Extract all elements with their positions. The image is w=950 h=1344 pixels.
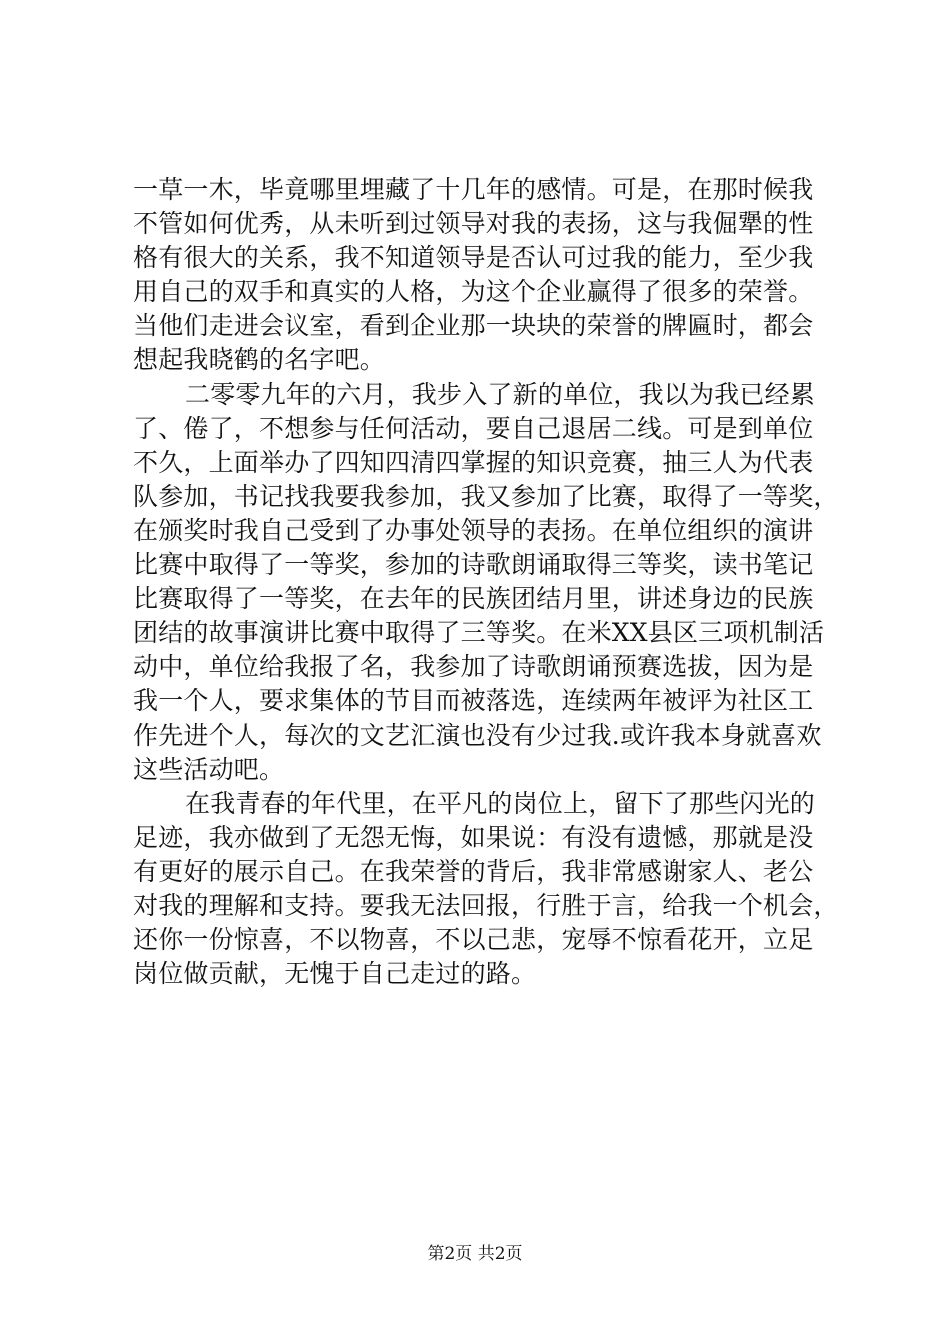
text-line: 在颁奖时我自己受到了办事处领导的表扬。在单位组织的演讲 (133, 515, 814, 545)
text-line: 了、倦了，不想参与任何活动，要自己退居二线。可是到单位 (133, 413, 814, 443)
text-line: 岗位做贡献，无愧于自己走过的路。 (133, 959, 537, 989)
text-line: 一草一木，毕竟哪里埋藏了十几年的感情。可是，在那时候我 (133, 175, 814, 204)
text-line: 不久，上面举办了四知四清四掌握的知识竞赛，抽三人为代表 (133, 447, 814, 477)
text-line: 还你一份惊喜，不以物喜，不以己悲，宠辱不惊看花开，立足 (133, 925, 814, 955)
text-line: 动中，单位给我报了名，我参加了诗歌朗诵预赛选拔，因为是 (133, 652, 814, 682)
paragraph-2 (133, 378, 839, 787)
body-text (133, 173, 839, 991)
text-line: 当他们走进会议室，看到企业那一块块的荣誉的牌匾时，都会 (133, 311, 814, 341)
paragraph-3 (133, 787, 839, 992)
text-line: 对我的理解和支持。要我无法回报，行胜于言，给我一个机会， (133, 890, 839, 920)
text-line: 想起我晓鹤的名字吧。 (133, 345, 386, 375)
paragraph-1 (133, 173, 833, 378)
text-line: 格有很大的关系，我不知道领导是否认可过我的能力，至少我 (133, 243, 814, 273)
text-line: 二零零九年的六月，我步入了新的单位，我以为我已经累 (185, 379, 816, 409)
text-line: 团结的故事演讲比赛中取得了三等奖。在米XX县区三项机制活 (133, 618, 825, 648)
text-line: 作先进个人，每次的文艺汇演也没有少过我.或许我本身就喜欢 (133, 720, 822, 750)
page-number-footer: 第2页 共2页 (427, 1244, 523, 1264)
text-line: 比赛取得了一等奖，在去年的民族团结月里，讲述身边的民族 (133, 584, 814, 614)
text-line: 足迹，我亦做到了无怨无悔，如果说：有没有遗憾，那就是没 (133, 822, 814, 852)
text-line: 在我青春的年代里，在平凡的岗位上，留下了那些闪光的 (185, 788, 816, 818)
text-line: 队参加，书记找我要我参加，我又参加了比赛，取得了一等奖， (133, 481, 839, 511)
text-line: 比赛中取得了一等奖，参加的诗歌朗诵取得三等奖，读书笔记 (133, 550, 814, 580)
text-line: 不管如何优秀，从未听到过领导对我的表扬，这与我倔犟的性 (133, 209, 814, 239)
text-line: 我一个人，要求集体的节目而被落选，连续两年被评为社区工 (133, 686, 814, 716)
text-line: 这些活动吧。 (133, 754, 285, 784)
text-line: 用自己的双手和真实的人格，为这个企业赢得了很多的荣誉。 (133, 277, 814, 307)
text-line: 有更好的展示自己。在我荣誉的背后，我非常感谢家人、老公 (133, 856, 814, 886)
